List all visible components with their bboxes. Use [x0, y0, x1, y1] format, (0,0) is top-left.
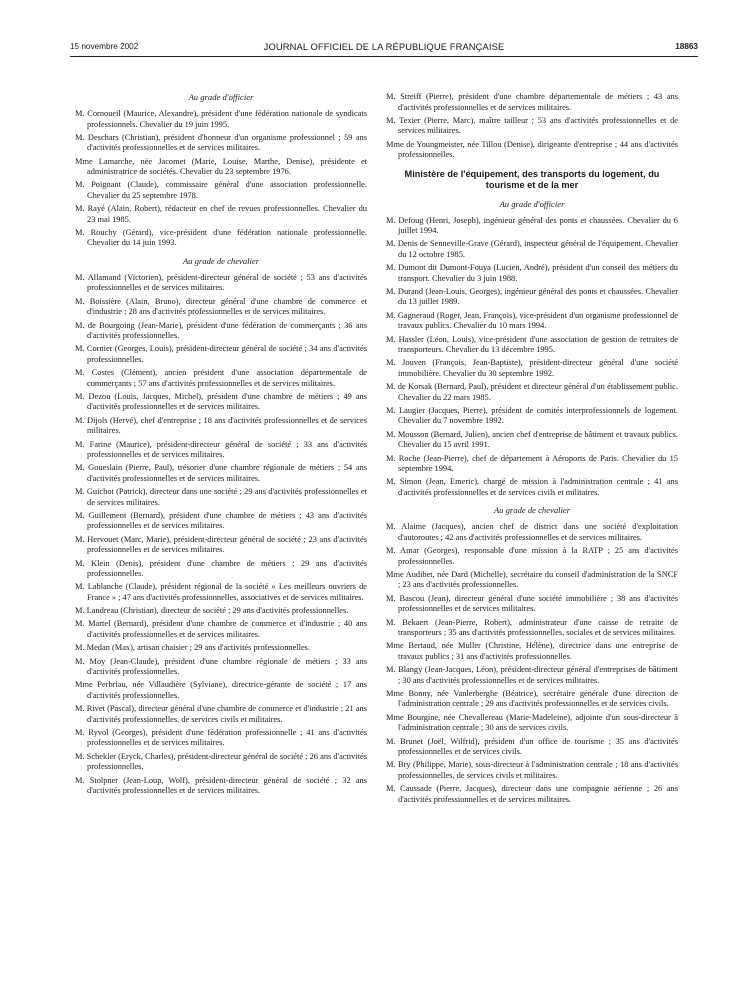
honoree-entry: M. Rayé (Alain, Robert), rédacteur en chef de revues professionnelles. Chevalier du 23 mai 1985. [75, 204, 367, 224]
honoree-entry: Mme Bertaud, née Muller (Christine, Hélène), directrice dans une entreprise de travaux publics ; 31 ans d'activités professionnelles. [386, 641, 678, 661]
honoree-entry: M. Goueslain (Pierre, Paul), trésorier d'une chambre régionale de métiers ; 54 ans d'activités professionnelles et de services militaires. [75, 463, 367, 483]
honoree-entry: M. Bry (Philippe, Marie), sous-directeur à l'administration centrale ; 18 ans d'activités professionnelles, de services civils et militaires. [386, 760, 678, 780]
honoree-entry: M. Rivet (Pascal), directeur général d'une chambre de commerce et d'industrie ; 21 ans d'activités professionnelles, de services civils et militaires. [75, 704, 367, 724]
honoree-entry: M. Costes (Clément), ancien président d'une association départementale de commerçants ; 57 ans d'activités professionnelles et de services militaires. [75, 368, 367, 388]
honoree-entry: Mme Audibet, née Dard (Michelle), secrétaire du conseil d'administration de la SNCF ; 23 ans d'activités professionnelles. [386, 569, 678, 590]
honoree-entry: Mme de Youngmeister, née Tillou (Denise), dirigeante d'entreprise ; 44 ans d'activités professionnelles. [386, 139, 678, 160]
honoree-entry: M. Texier (Pierre, Marc), maître tailleur ; 53 ans d'activités professionnelles et de services militaires. [386, 115, 678, 136]
honoree-entry: M. Laugier (Jacques, Pierre), président de comités interprofessionnels de logement. Chevalier du 7 novembre 1992. [386, 405, 678, 426]
honoree-entry: M. Alaime (Jacques), ancien chef de district dans une société d'exploitation d'autoroutes ; 42 ans d'activités professionnelles et de services militaires. [386, 522, 678, 542]
honoree-entry: M. Dumont dit Dumont-Fouya (Lucien, André), président d'un conseil des métiers du transport. Chevalier du 3 juin 1988. [386, 263, 678, 283]
chevalier-list [75, 273, 367, 797]
chevalier-list-equipement [386, 522, 678, 805]
honoree-entry: M. Denis de Senneville-Grave (Gérard), inspecteur général de l'équipement. Chevalier du 12 octobre 1985. [386, 239, 678, 259]
honoree-entry: M. Rouchy (Gérard), vice-président d'une fédération nationale professionnelle. Chevalier du 14 juin 1993. [75, 227, 367, 248]
honoree-entry: M. Allamand (Victorien), président-directeur général de société ; 53 ans d'activités professionnelles et de services militaires. [75, 272, 367, 293]
honoree-entry: M. Lablanche (Claude), président régional de la société « Les meilleurs ouvriers de France » ; 47 ans d'activités professionnelles, associatives et de services militaires. [75, 582, 367, 602]
honoree-entry: M. de Korsak (Bernard, Paul), président et directeur général d'un établissement public. Chevalier du 22 mars 1985. [386, 382, 678, 402]
honoree-entry: Mme Perbriau, née Villaudière (Sylviane), directrice-gérante de société ; 17 ans d'activités professionnelles. [75, 680, 367, 700]
header-date: 15 novembre 2002 [70, 42, 139, 51]
honoree-entry: M. Defoug (Henri, Joseph), ingénieur général des ponts et chaussées. Chevalier du 6 juillet 1994. [386, 215, 678, 236]
page-number: 18863 [675, 42, 698, 51]
honoree-entry: Mme Bonny, née Vanlerberghe (Béatrice), secrétaire générale d'une direction de l'administration centrale ; 29 ans d'activités professionnelles et de services civils. [386, 688, 678, 709]
honoree-entry: M. Mousson (Bernard, Julien), ancien chef d'entreprise de bâtiment et travaux publics. Chevalier du 15 avril 1991. [386, 429, 678, 450]
honoree-entry: M. Amar (Georges), responsable d'une mission à la RATP ; 25 ans d'activités professionnelles. [386, 546, 678, 566]
honoree-entry: M. Guichot (Patrick), directeur dans une société ; 29 ans d'activités professionnelles et de services militaires. [75, 487, 367, 507]
honoree-entry: M. Brunet (Joël, Wilfrid), président d'un office de tourisme ; 35 ans d'activités professionnelles et de services civils. [386, 736, 678, 757]
honoree-entry: Mme Lamarche, née Jacomet (Marie, Louise, Marthe, Denise), présidente et administratrice de sociétés. Chevalier du 23 septembre 1976. [75, 156, 367, 177]
honoree-entry: M. Moy (Jean-Claude), président d'une chambre régionale de métiers ; 33 ans d'activités professionnelles. [75, 656, 367, 677]
honoree-entry: M. Dijols (Hervé), chef d'entreprise ; 18 ans d'activités professionnelles et de services militaires. [75, 415, 367, 436]
honoree-entry: M. Schekler (Eryck, Charles), président-directeur général de société ; 26 ans d'activités professionnelles. [75, 751, 367, 772]
honoree-entry: M. Simon (Jean, Emeric), chargé de mission à l'administration centrale ; 41 ans d'activités professionnelles et de services civils et militaires. [386, 477, 678, 497]
page-header [70, 40, 698, 57]
grade-heading-chevalier: Au grade de chevalier [182, 255, 260, 266]
honoree-entry: M. Cornoueil (Maurice, Alexandre), président d'une fédération nationale de syndicats professionnels. Chevalier du 19 juin 1995. [75, 109, 367, 129]
honoree-entry: M. Durand (Jean-Louis, Georges), ingénieur général des ponts et chaussées. Chevalier du 13 juillet 1989. [386, 286, 678, 307]
grade-heading-officier: Au grade d'officier [188, 92, 254, 102]
grade-heading-chevalier-equipement: Au grade de chevalier [493, 505, 571, 516]
honoree-entry: M. Farine (Maurice), président-directeur général de société ; 33 ans d'activités professionnelles et de services militaires. [75, 439, 367, 460]
honoree-entry: M. Streiff (Pierre), président d'une chambre départementale de métiers ; 43 ans d'activités professionnelles et de services militaires. [386, 92, 678, 112]
journal-title: JOURNAL OFFICIEL DE LA RÉPUBLIQUE FRANÇAISE [263, 41, 505, 52]
honoree-entry: M. Roche (Jean-Pierre), chef de département à Aéroports de Paris. Chevalier du 15 septembre 1994. [386, 453, 678, 474]
honoree-entry: M. Cornier (Georges, Louis), président-directeur général de société ; 34 ans d'activités professionnelles. [75, 344, 367, 364]
honoree-entry: M. Guillement (Bernard), président d'une chambre de métiers ; 43 ans d'activités professionnelles et de services militaires. [75, 510, 367, 531]
honoree-entry: M. Boissière (Alain, Bruno), directeur général d'une chambre de commerce et d'industrie ; 28 ans d'activités professionnelles et de services militaires. [75, 296, 367, 317]
honoree-entry: M. Jouven (François, Jean-Baptiste), président-directeur général d'une société immobilière. Chevalier du 30 septembre 1992. [386, 358, 678, 378]
honoree-entry: M. Poignant (Claude), commissaire général d'une association professionnelle. Chevalier du 25 septembre 1978. [75, 180, 367, 200]
honoree-entry: M. Klein (Denis), président d'une chambre de métiers ; 29 ans d'activités professionnelles. [75, 558, 367, 579]
honoree-entry: M. Deschars (Christian), président d'honneur d'un organisme professionnel ; 59 ans d'activités professionnelles et de services militaires. [75, 132, 367, 153]
left-column [75, 92, 367, 799]
honoree-entry: M. Dezou (Louis, Jacques, Michel), président d'une chambre de métiers ; 49 ans d'activités professionnelles et de services militaires. [75, 391, 367, 412]
honoree-entry: M. Stolpner (Jean-Loup, Wolf), président-directeur général de société ; 32 ans d'activités professionnelles et de services militaires. [75, 775, 367, 796]
ministry-heading: Ministère de l'équipement, des transports du logement, du tourisme et de la mer [404, 168, 660, 191]
honoree-entry: M. de Bourgoing (Jean-Marie), président d'une fédération de commerçants ; 36 ans d'activités professionnelles. [75, 320, 367, 341]
right-column [386, 92, 678, 808]
honoree-entry: Mme Bourgine, née Chevallereau (Marie-Madeleine), adjointe d'un sous-directeur à l'administration centrale ; 30 ans de services civils. [386, 712, 678, 733]
honoree-entry: M. Medan (Max), artisan chaisier ; 29 ans d'activités professionnelles. [75, 643, 311, 653]
grade-heading-officier-equipement: Au grade d'officier [499, 198, 565, 209]
officier-list-equipement [386, 216, 678, 499]
honoree-entry: M. Martel (Bernard), président d'une chambre de commerce et d'industrie ; 40 ans d'activités professionnelles et de services militaires. [75, 619, 367, 639]
honoree-entry: M. Bekaert (Jean-Pierre, Robert), administrateur d'une caisse de retraite de transporteurs ; 35 ans d'activités professionnelles, sociales et de services militaires. [386, 617, 678, 638]
honoree-entry: M. Gagneraud (Roger, Jean, François), vice-président d'un organisme professionnel de travaux publics. Chevalier du 10 mars 1994. [386, 310, 678, 331]
honoree-entry: M. Caussade (Pierre, Jacques), directeur dans une compagnie aérienne ; 26 ans d'activités professionnelles et de services militaires. [386, 784, 678, 804]
honoree-entry: M. Bascou (Jean), directeur général d'une société immobilière ; 38 ans d'activités professionnelles et de services militaires. [386, 593, 678, 614]
honoree-entry: M. Hassler (Léon, Louis), vice-président d'une association de gestion de retraites de transporteurs. Chevalier du 13 décembre 1995. [386, 334, 678, 355]
honoree-entry: M. Landreau (Christian), directeur de société ; 29 ans d'activités professionnelles. [75, 606, 349, 616]
continued-list [386, 92, 678, 161]
honoree-entry: M. Hervouet (Marc, Marie), président-directeur général de société ; 23 ans d'activités professionnelles et de services militaires. [75, 534, 367, 555]
officier-list [75, 109, 367, 249]
honoree-entry: M. Ryvol (Georges), président d'une fédération professionnelle ; 41 ans d'activités professionnelles et de services militaires. [75, 727, 367, 748]
honoree-entry: M. Blangy (Jean-Jacques, Léon), président-directeur général d'entreprises de bâtiment ; 30 ans d'activités professionnelles et de services militaires. [386, 665, 678, 685]
